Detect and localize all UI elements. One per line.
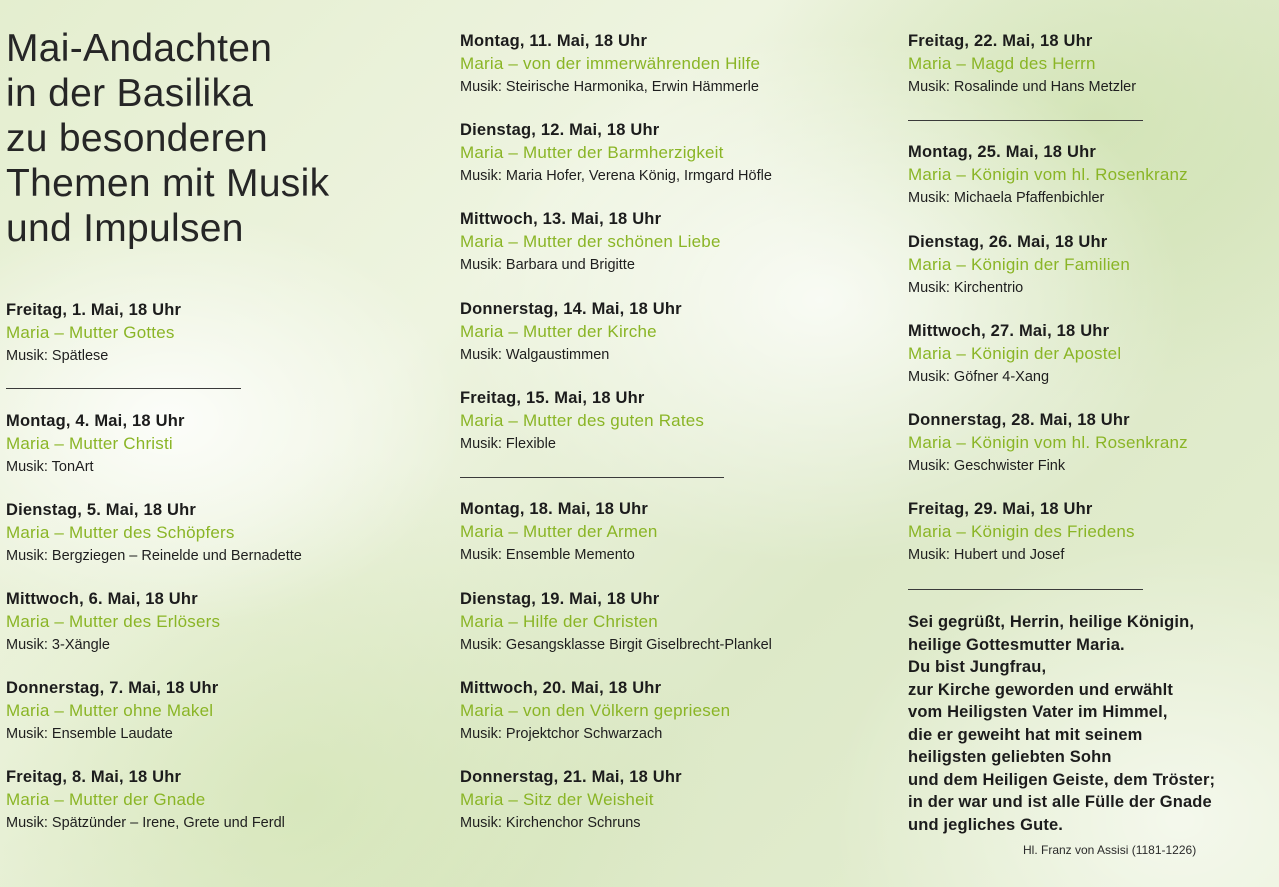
event-item [460,209,721,274]
event-music: Musik: Spätlese [6,348,109,364]
event-music: Musik: Kirchenchor Schruns [460,815,641,831]
event-music: Musik: 3-Xängle [6,637,110,653]
event-music: Musik: Göfner 4-Xang [908,369,1050,385]
event-music: Musik: Walgaustimmen [460,347,610,363]
event-music: Musik: Hubert und Josef [908,547,1065,563]
title-line: und Impulsen [6,207,244,250]
event-music: Musik: TonArt [6,459,94,475]
event-music: Musik: Barbara und Brigitte [460,257,635,273]
event-music: Musik: Maria Hofer, Verena König, Irmgard Höfle [460,168,772,184]
event-date: Freitag, 8. Mai, 18 Uhr [6,768,182,786]
event-date: Donnerstag, 28. Mai, 18 Uhr [908,411,1130,429]
event-date: Mittwoch, 27. Mai, 18 Uhr [908,322,1110,340]
event-item [460,678,730,743]
title-line: Themen mit Musik [6,162,330,205]
event-topic: Maria – Königin der Familien [908,255,1130,274]
event-music: Musik: Steirische Harmonika, Erwin Hämmerle [460,79,759,95]
event-item [908,321,1121,386]
event-topic: Maria – Hilfe der Christen [460,612,658,631]
event-item [908,232,1130,297]
prayer-line: Sei gegrüßt, Herrin, heilige Königin, [908,613,1195,631]
event-date: Montag, 11. Mai, 18 Uhr [460,32,648,50]
divider [460,477,724,478]
event-music: Musik: Spätzünder – Irene, Grete und Ferdl [6,815,285,831]
event-music: Musik: Ensemble Laudate [6,726,173,742]
event-topic: Maria – Mutter der Kirche [460,322,657,341]
prayer-text [908,611,1215,836]
event-date: Mittwoch, 20. Mai, 18 Uhr [460,679,662,697]
event-date: Freitag, 29. Mai, 18 Uhr [908,500,1093,518]
event-date: Freitag, 22. Mai, 18 Uhr [908,32,1093,50]
event-item [6,767,285,832]
event-music: Musik: Michaela Pfaffenbichler [908,190,1105,206]
event-topic: Maria – Mutter der Gnade [6,790,206,809]
prayer-line: heilige Gottesmutter Maria. [908,635,1125,654]
event-topic: Maria – Mutter Christi [6,434,173,453]
event-topic: Maria – Königin vom hl. Rosenkranz [908,165,1188,184]
prayer-line: heiligsten geliebten Sohn [908,748,1112,766]
event-topic: Maria – Mutter des guten Rates [460,411,705,430]
prayer-line: Du bist Jungfrau, [908,658,1047,676]
title-line: zu besonderen [6,117,268,160]
event-item [6,300,181,365]
prayer-line: in der war und ist alle Fülle der Gnade [908,793,1212,811]
event-item [908,410,1188,475]
event-item [460,388,704,453]
event-topic: Maria – Mutter Gottes [6,323,175,342]
prayer-line: vom Heiligsten Vater im Himmel, [908,703,1168,721]
event-topic: Maria – Sitz der Weisheit [460,790,654,809]
prayer-attribution: Hl. Franz von Assisi (1181-1226) [1023,843,1197,857]
event-topic: Maria – von der immerwährenden Hilfe [460,54,761,73]
title-line: in der Basilika [6,72,254,115]
divider [908,589,1143,590]
event-topic: Maria – Magd des Herrn [908,54,1096,73]
page-title [6,26,329,251]
prayer-line: und dem Heiligen Geiste, dem Tröster; [908,770,1216,789]
event-music: Musik: Gesangsklasse Birgit Giselbrecht-Plankel [460,637,772,653]
event-item [908,31,1136,96]
event-topic: Maria – Königin vom hl. Rosenkranz [908,433,1188,452]
event-item [460,31,760,96]
event-item [6,411,185,476]
event-music: Musik: Kirchentrio [908,280,1024,296]
event-date: Mittwoch, 13. Mai, 18 Uhr [460,210,662,228]
event-topic: Maria – Mutter ohne Makel [6,701,214,720]
event-item [460,120,772,185]
event-topic: Maria – Mutter der Armen [460,522,658,541]
event-date: Dienstag, 5. Mai, 18 Uhr [6,501,197,519]
title-line: Mai-Andachten [6,27,273,70]
divider [908,120,1143,121]
event-date: Mittwoch, 6. Mai, 18 Uhr [6,590,198,608]
event-item [460,589,772,654]
event-music: Musik: Rosalinde und Hans Metzler [908,79,1137,95]
event-date: Montag, 4. Mai, 18 Uhr [6,412,185,430]
event-date: Donnerstag, 7. Mai, 18 Uhr [6,679,219,697]
event-topic: Maria – Königin des Friedens [908,522,1135,541]
event-date: Dienstag, 12. Mai, 18 Uhr [460,121,660,139]
event-music: Musik: Geschwister Fink [908,458,1066,474]
event-topic: Maria – Mutter des Schöpfers [6,523,235,542]
event-item [908,499,1135,564]
event-music: Musik: Ensemble Memento [460,547,635,563]
event-item [908,142,1188,207]
divider [6,388,241,389]
event-item [6,589,220,654]
event-item [460,499,658,564]
event-date: Donnerstag, 14. Mai, 18 Uhr [460,300,682,318]
event-date: Montag, 25. Mai, 18 Uhr [908,143,1096,161]
event-item [460,299,682,364]
event-topic: Maria – Mutter der schönen Liebe [460,232,721,251]
event-date: Dienstag, 26. Mai, 18 Uhr [908,233,1108,251]
event-date: Dienstag, 19. Mai, 18 Uhr [460,590,660,608]
event-topic: Maria – Königin der Apostel [908,344,1122,363]
event-music: Musik: Bergziegen – Reinelde und Bernadette [6,548,302,564]
event-topic: Maria – Mutter der Barmherzigkeit [460,143,724,162]
event-date: Montag, 18. Mai, 18 Uhr [460,500,648,518]
event-item [460,767,682,832]
event-music: Musik: Flexible [460,436,556,452]
prayer-line: zur Kirche geworden und erwählt [908,680,1174,699]
prayer-line: und jegliches Gute. [908,815,1064,834]
event-date: Freitag, 1. Mai, 18 Uhr [6,301,182,319]
event-item [6,500,302,565]
prayer-line: die er geweiht hat mit seinem [908,725,1143,744]
event-music: Musik: Projektchor Schwarzach [460,726,663,742]
event-item [6,678,218,743]
event-date: Donnerstag, 21. Mai, 18 Uhr [460,768,682,786]
event-date: Freitag, 15. Mai, 18 Uhr [460,389,645,407]
event-topic: Maria – Mutter des Erlösers [6,612,221,631]
event-topic: Maria – von den Völkern gepriesen [460,701,731,720]
